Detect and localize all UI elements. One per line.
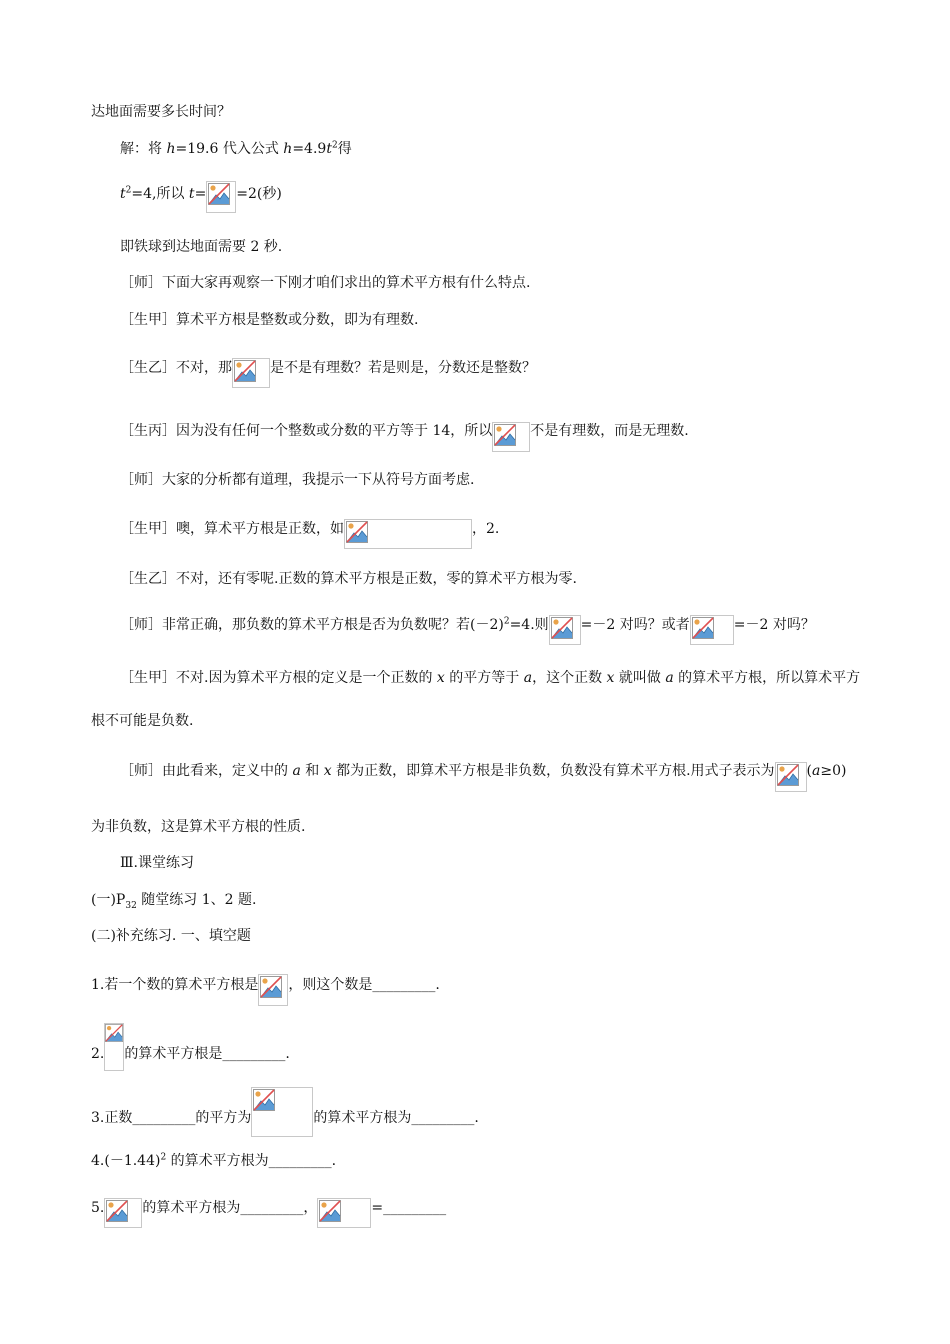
dialogue-teacher: ［师］非常正确，那负数的算术平方根是否为负数呢？若$(-2)^2=4$.则 =－2 对吗？或者 =－2 对吗？ — [120, 605, 815, 645]
dialogue-student: ［生甲］不对.因为算术平方根的定义是一个正数的 x 的平方等于 a，这个正数 x 就叫做 a 的算术平方根，所以算术平方 — [120, 670, 861, 686]
formula-image — [317, 1198, 371, 1228]
text-line: 根不可能是负数. — [91, 713, 194, 729]
formula-image — [549, 615, 581, 645]
dialogue-student: ［生甲］算术平方根是整数或分数，即为有理数. — [120, 312, 419, 328]
exercise-item: 3.正数_________的平方为 的算术平方根为_________. — [91, 1099, 479, 1137]
text-line: 达地面需要多长时间？ — [91, 104, 231, 120]
dialogue-teacher: ［师］由此看来，定义中的 a 和 x 都为正数，即算术平方根是非负数，负数没有算术平方根.用式子表示为 (a≥0) — [120, 750, 846, 792]
text-line: (二)补充练习. 一、填空题 — [91, 928, 251, 944]
formula-image — [258, 974, 288, 1006]
formula-image — [690, 615, 734, 645]
solution-line: 解：将 h=19.6 代入公式 $h=4.9t^2$得 — [120, 140, 352, 157]
dialogue-teacher: ［师］大家的分析都有道理，我提示一下从符号方面考虑. — [120, 472, 475, 488]
exercise-item: 2. 的算术平方根是_________. — [91, 1037, 290, 1071]
text-line: (一)$P_{32}$ 随堂练习 1、2 题. — [91, 892, 257, 911]
section-heading: Ⅲ.课堂练习 — [120, 855, 194, 871]
formula-image — [492, 422, 530, 452]
formula-image — [232, 358, 270, 388]
dialogue-student: ［生乙］不对，还有零呢.正数的算术平方根是正数，零的算术平方根为零. — [120, 571, 577, 587]
formula-image — [104, 1023, 124, 1071]
formula-image — [206, 181, 236, 213]
dialogue-teacher: ［师］下面大家再观察一下刚才咱们求出的算术平方根有什么特点. — [120, 275, 531, 291]
text-line: 即铁球到达地面需要 2 秒. — [120, 239, 283, 255]
dialogue-student: ［生丙］因为没有任何一个整数或分数的平方等于 14，所以 不是有理数，而是无理数. — [120, 410, 689, 452]
equation-line: $t^2=4$,所以 t= =2(秒) — [120, 175, 282, 213]
dialogue-student: ［生甲］噢，算术平方根是正数，如 ，2. — [120, 509, 499, 549]
exercise-item: 5. 的算术平方根为_________， =_________ — [91, 1188, 446, 1228]
exercise-item: 1.若一个数的算术平方根是 ，则这个数是_________. — [91, 964, 440, 1006]
formula-image — [251, 1087, 313, 1137]
exercise-item: $4.(-1.44)^2$ 的算术平方根为_________. — [91, 1152, 337, 1169]
formula-image — [344, 519, 472, 549]
text-line: 为非负数，这是算术平方根的性质. — [91, 819, 306, 835]
dialogue-student: ［生乙］不对，那 是不是有理数？若是则是，分数还是整数？ — [120, 348, 536, 388]
formula-image — [104, 1198, 142, 1228]
formula-image — [775, 762, 807, 792]
